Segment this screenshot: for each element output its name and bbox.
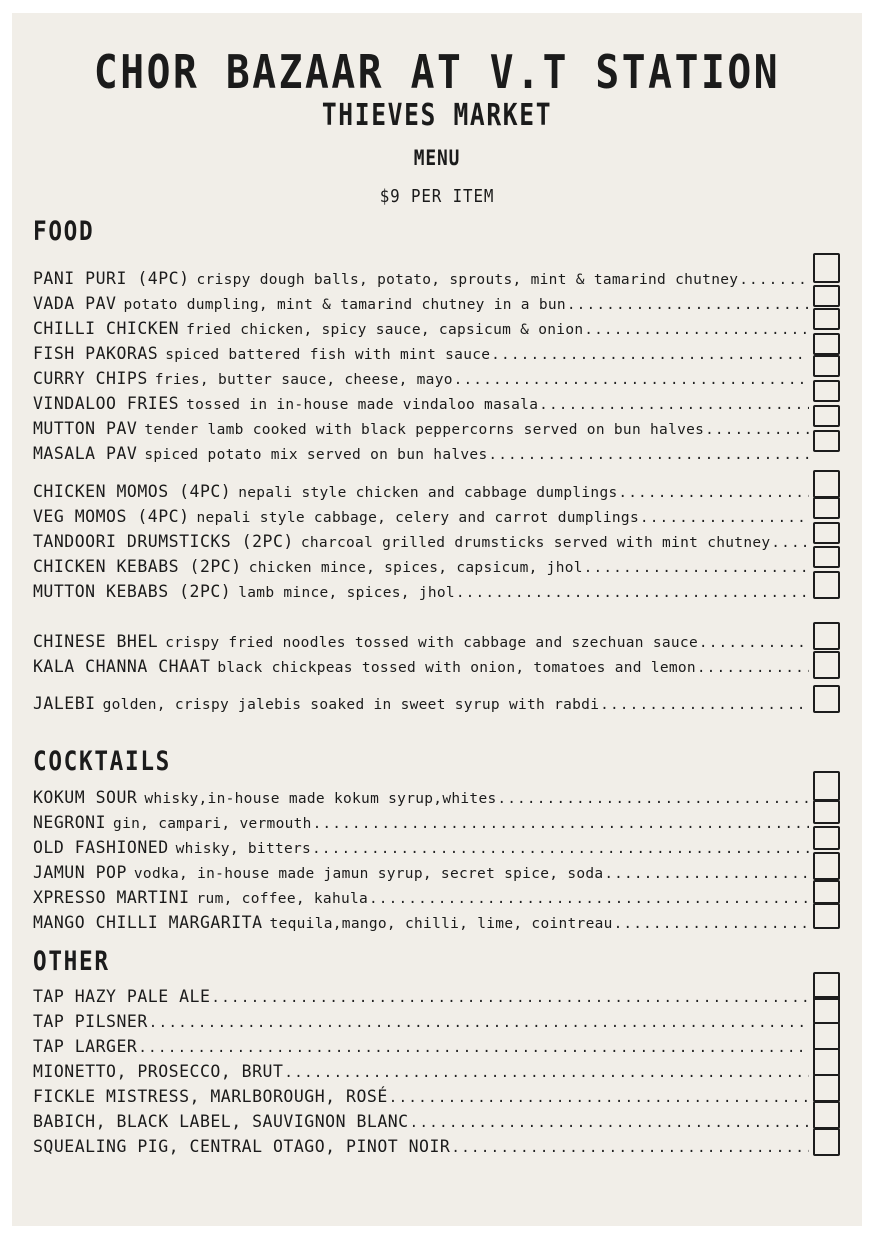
item-name: JALEBI [33, 694, 96, 713]
item-description: gin, campari, vermouth [113, 816, 312, 832]
menu-item [33, 506, 809, 528]
item-description: tequila,mango, chilli, lime, cointreau [269, 916, 613, 932]
order-checkbox[interactable] [813, 405, 840, 427]
order-checkbox[interactable] [813, 1128, 840, 1156]
menu-item [33, 837, 809, 859]
section-heading-food: FOOD [33, 216, 95, 247]
price-note: $9 PER ITEM [379, 186, 495, 207]
dot-leader [369, 888, 809, 909]
menu-item [33, 1036, 809, 1058]
menu-item [33, 1086, 809, 1108]
item-description: spiced battered fish with mint sauce [165, 347, 491, 363]
item-description: fried chicken, spicy sauce, capsicum & onion [186, 322, 584, 338]
item-name: TANDOORI DRUMSTICKS (2PC) [33, 532, 294, 551]
menu-label: MENU [413, 146, 461, 170]
menu-item [33, 293, 809, 315]
menu-item [33, 812, 809, 834]
item-name: MIONETTO, PROSECCO, BRUT [33, 1062, 284, 1081]
dot-leader [640, 507, 809, 528]
item-name: XPRESSO MARTINI [33, 888, 190, 907]
menu-item [33, 581, 809, 603]
dot-leader [491, 344, 809, 365]
order-checkbox[interactable] [813, 880, 840, 904]
menu-item [33, 418, 809, 440]
item-name: CHILLI CHICKEN [33, 319, 180, 338]
item-name: FISH PAKORAS [33, 344, 159, 363]
item-description: crispy fried noodles tossed with cabbage and szechuan sauce [165, 635, 698, 651]
dot-leader [697, 657, 809, 678]
item-name: CHINESE BHEL [33, 632, 159, 651]
order-checkbox[interactable] [813, 771, 840, 801]
page-title: CHOR BAZAAR AT V.T STATION [93, 45, 781, 99]
order-checkbox[interactable] [813, 571, 840, 599]
order-checkbox[interactable] [813, 1048, 840, 1076]
order-checkbox[interactable] [813, 622, 840, 650]
dot-leader [567, 294, 809, 315]
menu-item [33, 443, 809, 465]
dot-leader [699, 632, 809, 653]
dot-leader [284, 1062, 809, 1083]
dot-leader [149, 1012, 809, 1033]
item-description: nepali style cabbage, celery and carrot dumplings [196, 510, 639, 526]
menu-item [33, 693, 809, 715]
item-description: golden, crispy jalebis soaked in sweet syrup with rabdi [102, 697, 600, 713]
dot-leader [705, 419, 809, 440]
menu-item [33, 393, 809, 415]
item-name: CHICKEN MOMOS (4PC) [33, 482, 232, 501]
dot-leader [584, 557, 809, 578]
item-description: charcoal grilled drumsticks served with mint chutney [300, 535, 771, 551]
order-checkbox[interactable] [813, 1022, 840, 1050]
order-checkbox[interactable] [813, 903, 840, 929]
dot-leader [312, 838, 809, 859]
section-heading-cocktails: COCKTAILS [33, 746, 172, 777]
dot-leader [771, 532, 809, 553]
order-checkbox[interactable] [813, 285, 840, 307]
item-description: crispy dough balls, potato, sprouts, mint & tamarind chutney [196, 272, 739, 288]
item-description: vodka, in-house made jamun syrup, secret spice, soda [133, 866, 604, 882]
order-checkbox[interactable] [813, 800, 840, 824]
item-name: FICKLE MISTRESS, MARLBOROUGH, ROSÉ [33, 1087, 388, 1106]
item-name: TAP HAZY PALE ALE [33, 987, 211, 1006]
item-name: MUTTON KEBABS (2PC) [33, 582, 232, 601]
menu-item [33, 787, 809, 809]
item-description: chicken mince, spices, capsicum, jhol [248, 560, 583, 576]
menu-item [33, 656, 809, 678]
item-name: VINDALOO FRIES [33, 394, 180, 413]
menu-item [33, 481, 809, 503]
order-checkbox[interactable] [813, 355, 840, 377]
item-description: potato dumpling, mint & tamarind chutney in a bun [123, 297, 566, 313]
order-checkbox[interactable] [813, 1074, 840, 1102]
menu-item [33, 862, 809, 884]
dot-leader [389, 1087, 809, 1108]
menu-item [33, 1111, 809, 1133]
item-name: CHICKEN KEBABS (2PC) [33, 557, 242, 576]
menu-item [33, 343, 809, 365]
order-checkbox[interactable] [813, 253, 840, 283]
menu-item [33, 1061, 809, 1083]
dot-leader [410, 1112, 809, 1133]
dot-leader [488, 444, 809, 465]
dot-leader [456, 582, 809, 603]
item-description: rum, coffee, kahula [196, 891, 369, 907]
order-checkbox[interactable] [813, 685, 840, 713]
menu-item [33, 631, 809, 653]
order-checkbox[interactable] [813, 852, 840, 880]
menu-item [33, 887, 809, 909]
menu-item [33, 1011, 809, 1033]
dot-leader [211, 987, 809, 1008]
order-checkbox[interactable] [813, 826, 840, 850]
dot-leader [584, 319, 809, 340]
dot-leader [600, 694, 809, 715]
order-checkbox[interactable] [813, 308, 840, 330]
menu-item [33, 318, 809, 340]
item-name: TAP PILSNER [33, 1012, 148, 1031]
order-checkbox[interactable] [813, 380, 840, 402]
menu-item [33, 556, 809, 578]
dot-leader [454, 369, 809, 390]
order-checkbox[interactable] [813, 470, 840, 498]
dot-leader [498, 788, 809, 809]
dot-leader [739, 269, 809, 290]
item-name: MUTTON PAV [33, 419, 138, 438]
menu-item [33, 986, 809, 1008]
order-checkbox[interactable] [813, 497, 840, 519]
item-name: KALA CHANNA CHAAT [33, 657, 211, 676]
item-description: whisky,in-house made kokum syrup,whites [144, 791, 497, 807]
menu-item [33, 531, 809, 553]
dot-leader [539, 394, 809, 415]
item-name: OLD FASHIONED [33, 838, 169, 857]
item-description: black chickpeas tossed with onion, tomatoes and lemon [217, 660, 696, 676]
item-description: whisky, bitters [175, 841, 312, 857]
item-name: TAP LARGER [33, 1037, 138, 1056]
menu-item [33, 912, 809, 934]
item-name: NEGRONI [33, 813, 107, 832]
item-name: VEG MOMOS (4PC) [33, 507, 190, 526]
dot-leader [313, 813, 809, 834]
order-checkbox[interactable] [813, 333, 840, 355]
item-name: KOKUM SOUR [33, 788, 138, 807]
item-name: VADA PAV [33, 294, 117, 313]
item-description: lamb mince, spices, jhol [238, 585, 455, 601]
dot-leader [451, 1137, 809, 1158]
menu-item [33, 268, 809, 290]
section-heading-other: OTHER [33, 946, 110, 977]
dot-leader [619, 482, 810, 503]
order-checkbox[interactable] [813, 1101, 840, 1129]
item-description: fries, butter sauce, cheese, mayo [154, 372, 453, 388]
menu-item [33, 1136, 809, 1158]
order-checkbox[interactable] [813, 651, 840, 679]
dot-leader [138, 1037, 809, 1058]
item-description: tender lamb cooked with black peppercorns served on bun halves [144, 422, 705, 438]
item-description: tossed in in-house made vindaloo masala [186, 397, 539, 413]
item-name: CURRY CHIPS [33, 369, 148, 388]
page-subtitle: THIEVES MARKET [321, 98, 553, 133]
order-checkbox[interactable] [813, 546, 840, 568]
menu-item [33, 368, 809, 390]
item-name: BABICH, BLACK LABEL, SAUVIGNON BLANC [33, 1112, 409, 1131]
order-checkbox[interactable] [813, 430, 840, 452]
item-name: SQUEALING PIG, CENTRAL OTAGO, PINOT NOIR [33, 1137, 451, 1156]
dot-leader [614, 913, 809, 934]
item-description: spiced potato mix served on bun halves [144, 447, 488, 463]
item-name: MANGO CHILLI MARGARITA [33, 913, 263, 932]
item-name: JAMUN POP [33, 863, 127, 882]
order-checkbox[interactable] [813, 996, 840, 1024]
item-name: PANI PURI (4PC) [33, 269, 190, 288]
dot-leader [604, 863, 809, 884]
order-checkbox[interactable] [813, 522, 840, 544]
item-name: MASALA PAV [33, 444, 138, 463]
item-description: nepali style chicken and cabbage dumplings [238, 485, 618, 501]
